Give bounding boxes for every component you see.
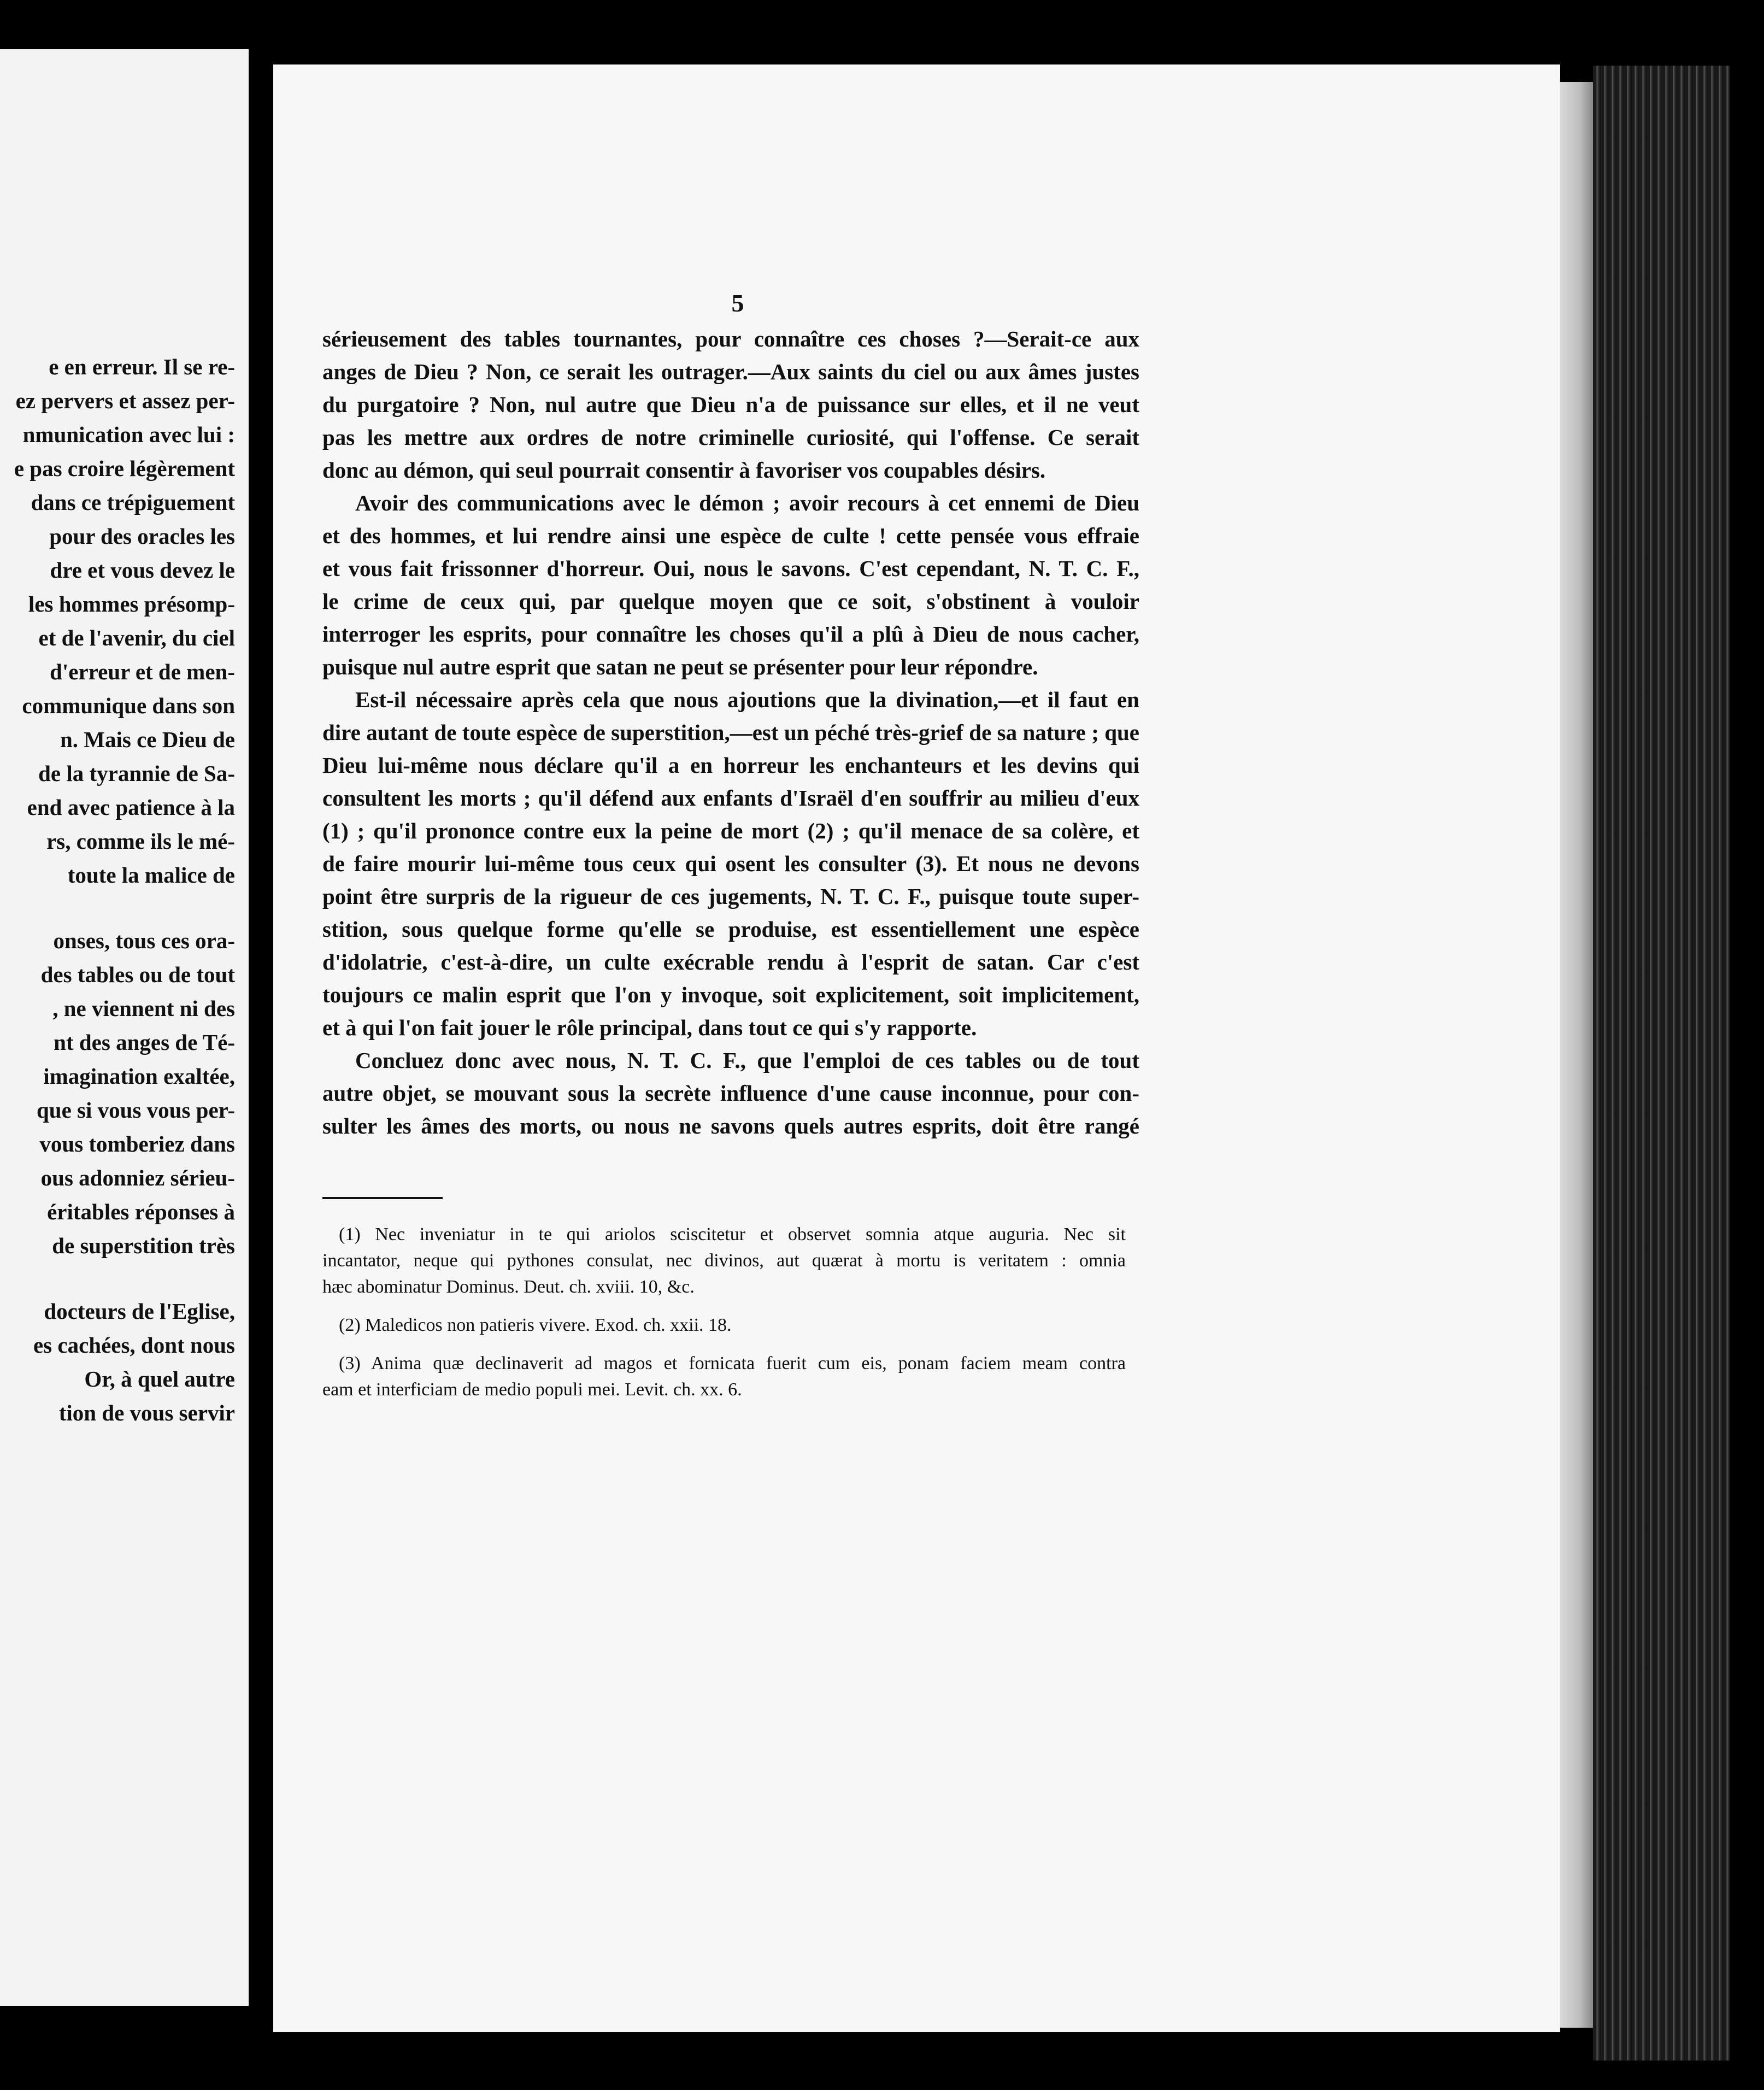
body-line: puisque nul autre esprit que satan ne peut se présenter pour leur répondre. xyxy=(322,654,1038,679)
body-line: Avoir des communications avec le démon ; avoir recours à cet ennemi de Dieu xyxy=(355,490,1139,515)
book-gutter xyxy=(249,0,276,2090)
footnote-line: eam et interficiam de medio populi mei. Levit. ch. xx. 6. xyxy=(322,1379,742,1400)
footnote xyxy=(322,1222,1126,1300)
left-page-line: n. Mais ce Dieu de xyxy=(60,727,235,752)
left-facing-page xyxy=(0,49,252,2006)
body-line: Est-il nécessaire après cela que nous ajoutions que la divination,—et il faut en xyxy=(355,687,1139,712)
left-page-line: ez pervers et assez per- xyxy=(15,388,235,413)
left-page-line: nmunication avec lui : xyxy=(22,422,235,447)
page-stack-edge xyxy=(1560,82,1593,2028)
scan-background xyxy=(1730,0,1764,2090)
body-line: autre objet, se mouvant sous la secrète influence d'une cause inconnue, pour con- xyxy=(322,1081,1139,1106)
left-page-line: dans ce trépiguement xyxy=(31,490,235,515)
body-line: (1) ; qu'il prononce contre eux la peine de mort (2) ; qu'il menace de sa colère, et xyxy=(322,818,1139,843)
footnotes xyxy=(322,1222,1126,1415)
body-line: Concluez donc avec nous, N. T. C. F., que l'emploi de ces tables ou de tout xyxy=(355,1048,1139,1073)
body-line: du purgatoire ? Non, nul autre que Dieu n'a de puissance sur elles, et il ne veut xyxy=(322,392,1139,417)
left-page-line: end avec patience à la xyxy=(27,795,235,820)
left-page-line: , ne viennent ni des xyxy=(52,996,235,1021)
body-line: point être surpris de la rigueur de ces jugements, N. T. C. F., puisque toute super- xyxy=(322,884,1139,909)
left-page-line: nt des anges de Té- xyxy=(54,1030,235,1055)
left-page-line: éritables réponses à xyxy=(47,1199,235,1224)
left-page-line: d'erreur et de men- xyxy=(50,659,235,684)
body-line: de faire mourir lui-même tous ceux qui osent les consulter (3). Et nous ne devons xyxy=(322,851,1139,876)
left-page-line: communique dans son xyxy=(22,693,235,718)
left-page-line: docteurs de l'Eglise, xyxy=(44,1299,235,1324)
footnote-line: (1) Nec inveniatur in te qui ariolos sciscitetur et observet somnia atque auguria. Nec sit xyxy=(339,1224,1126,1244)
left-page-line: des tables ou de tout xyxy=(40,962,235,987)
body-line: anges de Dieu ? Non, ce serait les outrager.—Aux saints du ciel ou aux âmes justes xyxy=(322,359,1139,384)
left-page-line: e pas croire légèrement xyxy=(14,456,235,481)
left-page-line: ous adonniez sérieu- xyxy=(40,1165,235,1190)
left-page-line: e en erreur. Il se re- xyxy=(49,354,235,379)
body-line: d'idolatrie, c'est-à-dire, un culte exécrable rendu à l'esprit de satan. Car c'est xyxy=(322,949,1139,974)
body-line: stition, sous quelque forme qu'elle se produise, est essentiellement une espèce xyxy=(322,917,1139,942)
left-page-line: les hommes présomp- xyxy=(28,591,235,617)
body-line: sulter les âmes des morts, ou nous ne savons quels autres esprits, doit être rangé xyxy=(322,1113,1139,1138)
body-line: toujours ce malin esprit que l'on y invoque, soit explicitement, soit implicitement, xyxy=(322,982,1139,1007)
left-page-line: et de l'avenir, du ciel xyxy=(38,625,235,650)
left-page-line: que si vous vous per- xyxy=(37,1097,235,1123)
body-line: pas les mettre aux ordres de notre criminelle curiosité, qui l'offense. Ce serait xyxy=(322,425,1139,450)
left-page-line: tion de vous servir xyxy=(58,1400,235,1425)
book-fore-edge xyxy=(1593,66,1730,2060)
left-page-line: onses, tous ces ora- xyxy=(53,928,235,953)
page-number: 5 xyxy=(731,289,744,317)
body-line: donc au démon, qui seul pourrait consentir à favoriser vos coupables désirs. xyxy=(322,457,1046,483)
left-page-line: de la tyrannie de Sa- xyxy=(38,761,235,786)
body-line: interroger les esprits, pour connaître les choses qu'il a plû à Dieu de nous cacher, xyxy=(322,621,1139,647)
left-page-line: rs, comme ils le mé- xyxy=(46,829,235,854)
footnote-line: (3) Anima quæ declinaverit ad magos et fornicata fuerit cum eis, ponam faciem meam contra xyxy=(339,1353,1126,1373)
body-line: et vous fait frissonner d'horreur. Oui, nous le savons. C'est cependant, N. T. C. F., xyxy=(322,556,1139,581)
body-line: consultent les morts ; qu'il défend aux enfants d'Israël d'en souffrir au milieu d'eux xyxy=(322,785,1139,811)
footnote-line: hæc abominatur Dominus. Deut. ch. xviii. 10, &c. xyxy=(322,1277,695,1297)
body-line: et des hommes, et lui rendre ainsi une espèce de culte ! cette pensée vous effraie xyxy=(322,523,1139,548)
left-page-line: Or, à quel autre xyxy=(84,1366,235,1392)
left-page-line: pour des oracles les xyxy=(49,524,235,549)
footnote-line: incantator, neque qui pythones consulat, nec divinos, aut quærat à mortu is veritatem : omnia xyxy=(322,1251,1126,1271)
body-line: le crime de ceux qui, par quelque moyen que ce soit, s'obstinent à vouloir xyxy=(322,589,1139,614)
left-page-text xyxy=(0,350,235,1430)
footnote-separator xyxy=(322,1197,443,1199)
footnote xyxy=(322,1312,1126,1338)
body-line: sérieusement des tables tournantes, pour connaître ces choses ?—Serait-ce aux xyxy=(322,326,1139,351)
body-line: dire autant de toute espèce de superstition,—est un péché très-grief de sa nature ; que xyxy=(322,720,1139,745)
left-page-line: de superstition très xyxy=(52,1233,235,1258)
left-page-line: es cachées, dont nous xyxy=(33,1332,235,1358)
left-page-line: dre et vous devez le xyxy=(50,557,235,583)
left-page-line: vous tomberiez dans xyxy=(39,1131,235,1156)
body-line: et à qui l'on fait jouer le rôle principal, dans tout ce qui s'y rapporte. xyxy=(322,1015,977,1040)
body-line: Dieu lui-même nous déclare qu'il a en horreur les enchanteurs et les devins qui xyxy=(322,753,1139,778)
left-page-line: imagination exaltée, xyxy=(43,1064,235,1089)
footnote xyxy=(322,1351,1126,1403)
body-text xyxy=(322,322,1139,1142)
left-page-line: toute la malice de xyxy=(67,862,235,888)
footnote-line: (2) Maledicos non patieris vivere. Exod. ch. xxii. 18. xyxy=(339,1315,732,1335)
